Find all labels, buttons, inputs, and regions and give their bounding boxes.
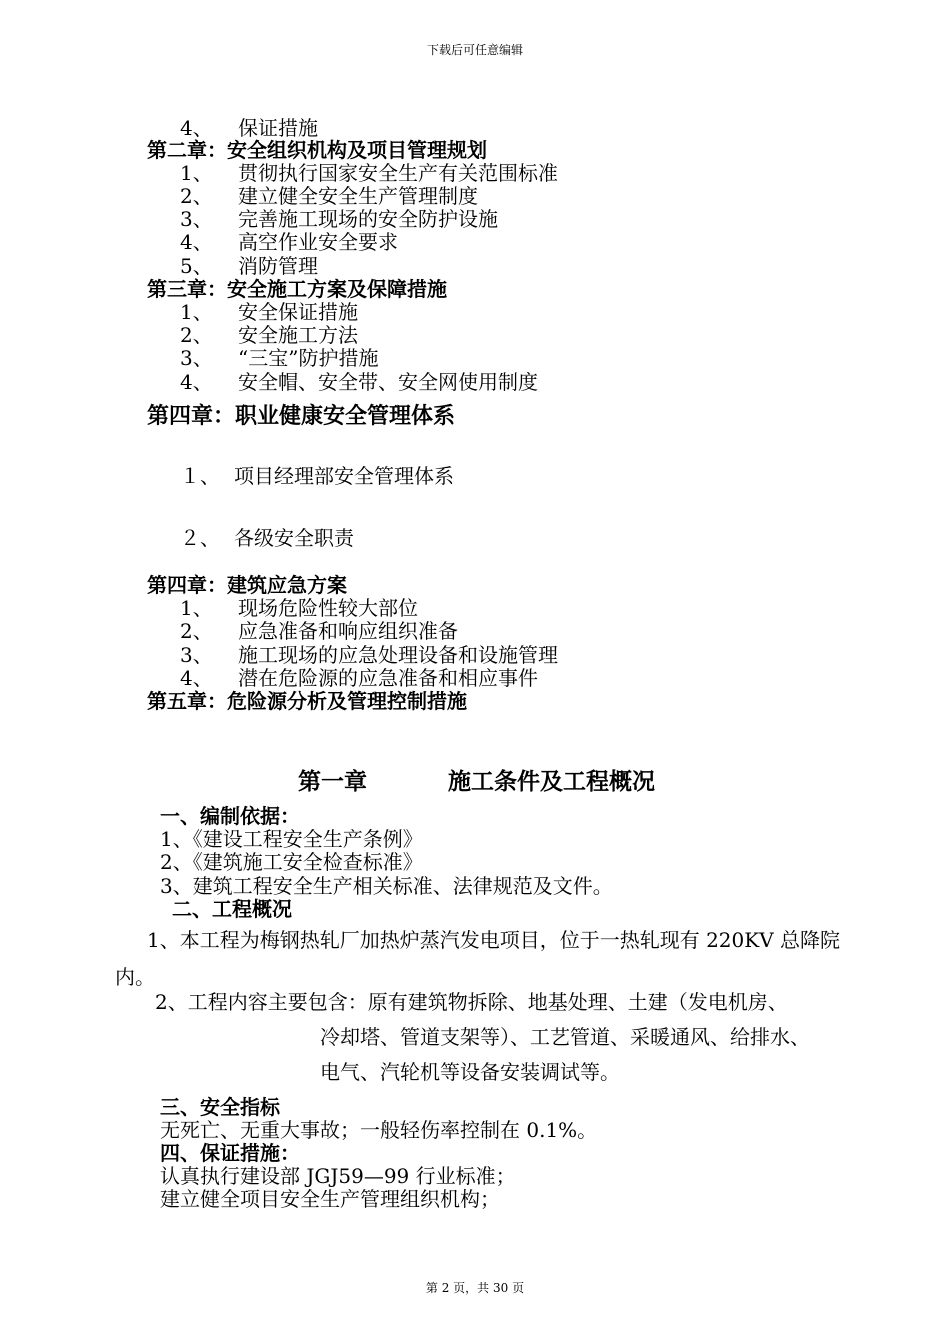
body-line: 2、工程内容主要包含：原有建筑物拆除、地基处理、土建（发电机房、 bbox=[155, 990, 788, 1014]
body-line: 2、《建筑施工安全检查标准》 bbox=[160, 850, 423, 874]
toc-item-label: 贯彻执行国家安全生产有关范围标准 bbox=[238, 161, 558, 185]
page-header: 下载后可任意编辑 bbox=[426, 43, 523, 57]
toc-chapter-4b-title: 第四章：建筑应急方案 bbox=[147, 573, 347, 597]
body-line: 建立健全项目安全生产管理组织机构； bbox=[160, 1187, 500, 1211]
toc-item-label: 应急准备和响应组织准备 bbox=[238, 619, 458, 643]
toc-item-label: 施工现场的应急处理设备和设施管理 bbox=[238, 643, 558, 667]
toc-item-label: 安全保证措施 bbox=[238, 300, 358, 324]
body-line: 电气、汽轮机等设备安装调试等。 bbox=[320, 1060, 620, 1084]
section-heading: 一、编制依据： bbox=[160, 804, 300, 828]
toc-item-label: 消防管理 bbox=[238, 254, 318, 278]
toc-item-number: 1、 bbox=[180, 596, 213, 620]
body-paragraph: 1、本工程为梅钢热轧厂加热炉蒸汽发电项目，位于一热轧现有 220KV 总降院内。 bbox=[115, 928, 840, 989]
toc-item-label: “三宝”防护措施 bbox=[238, 346, 379, 370]
toc-item-label: 高空作业安全要求 bbox=[238, 230, 398, 254]
toc-item-number: 3、 bbox=[180, 207, 213, 231]
toc-item-label: 建立健全安全生产管理制度 bbox=[238, 184, 478, 208]
toc-item-label: 各级安全职责 bbox=[234, 526, 354, 550]
toc-chapter-4-title: 第四章：职业健康安全管理体系 bbox=[147, 404, 456, 429]
toc-item-number: 4、 bbox=[180, 370, 213, 394]
toc-item-number: 4、 bbox=[180, 666, 213, 690]
body-line: 认真执行建设部 JGJ59—99 行业标准； bbox=[160, 1164, 516, 1188]
toc-item-number: 1、 bbox=[180, 300, 213, 324]
toc-item-label: 现场危险性较大部位 bbox=[238, 596, 418, 620]
section-heading: 三、安全指标 bbox=[160, 1095, 280, 1119]
toc-item-number: 3、 bbox=[180, 346, 213, 370]
toc-item-number: ２、 bbox=[180, 526, 220, 550]
chapter-title: 施工条件及工程概况 bbox=[448, 769, 655, 795]
toc-item-number: 4、 bbox=[180, 230, 213, 254]
toc-item-label: 完善施工现场的安全防护设施 bbox=[238, 207, 498, 231]
toc-chapter-5-title: 第五章：危险源分析及管理控制措施 bbox=[147, 689, 467, 713]
body-line: 无死亡、无重大事故；一般轻伤率控制在 0.1%。 bbox=[160, 1118, 598, 1142]
toc-chapter-2-title: 第二章：安全组织机构及项目管理规划 bbox=[147, 138, 487, 162]
chapter-label: 第一章 bbox=[298, 769, 367, 795]
toc-item-number: 2、 bbox=[180, 184, 213, 208]
toc-item-number: 2、 bbox=[180, 619, 213, 643]
toc-item-number: １、 bbox=[180, 464, 220, 488]
section-heading: 二、工程概况 bbox=[172, 897, 292, 921]
toc-chapter-3-title: 第三章：安全施工方案及保障措施 bbox=[147, 277, 447, 301]
page-footer: 第 2 页，共 30 页 bbox=[425, 1281, 525, 1295]
toc-item-number: 3、 bbox=[180, 643, 213, 667]
toc-item-label: 项目经理部安全管理体系 bbox=[234, 464, 454, 488]
toc-item-label: 潜在危险源的应急准备和相应事件 bbox=[238, 666, 538, 690]
toc-item-number: 2、 bbox=[180, 323, 213, 347]
section-heading: 四、保证措施： bbox=[160, 1141, 300, 1165]
toc-item-number: 5、 bbox=[180, 254, 213, 278]
body-line: 1、《建设工程安全生产条例》 bbox=[160, 827, 423, 851]
toc-item-label: 保证措施 bbox=[238, 116, 318, 140]
toc-item-label: 安全施工方法 bbox=[238, 323, 358, 347]
body-line: 3、建筑工程安全生产相关标准、法律规范及文件。 bbox=[160, 874, 613, 898]
toc-item-number: 1、 bbox=[180, 161, 213, 185]
body-line: 冷却塔、管道支架等）、工艺管道、采暖通风、给排水、 bbox=[320, 1025, 810, 1049]
toc-item-label: 安全帽、安全带、安全网使用制度 bbox=[238, 370, 538, 394]
toc-item-number: 4、 bbox=[180, 116, 213, 140]
